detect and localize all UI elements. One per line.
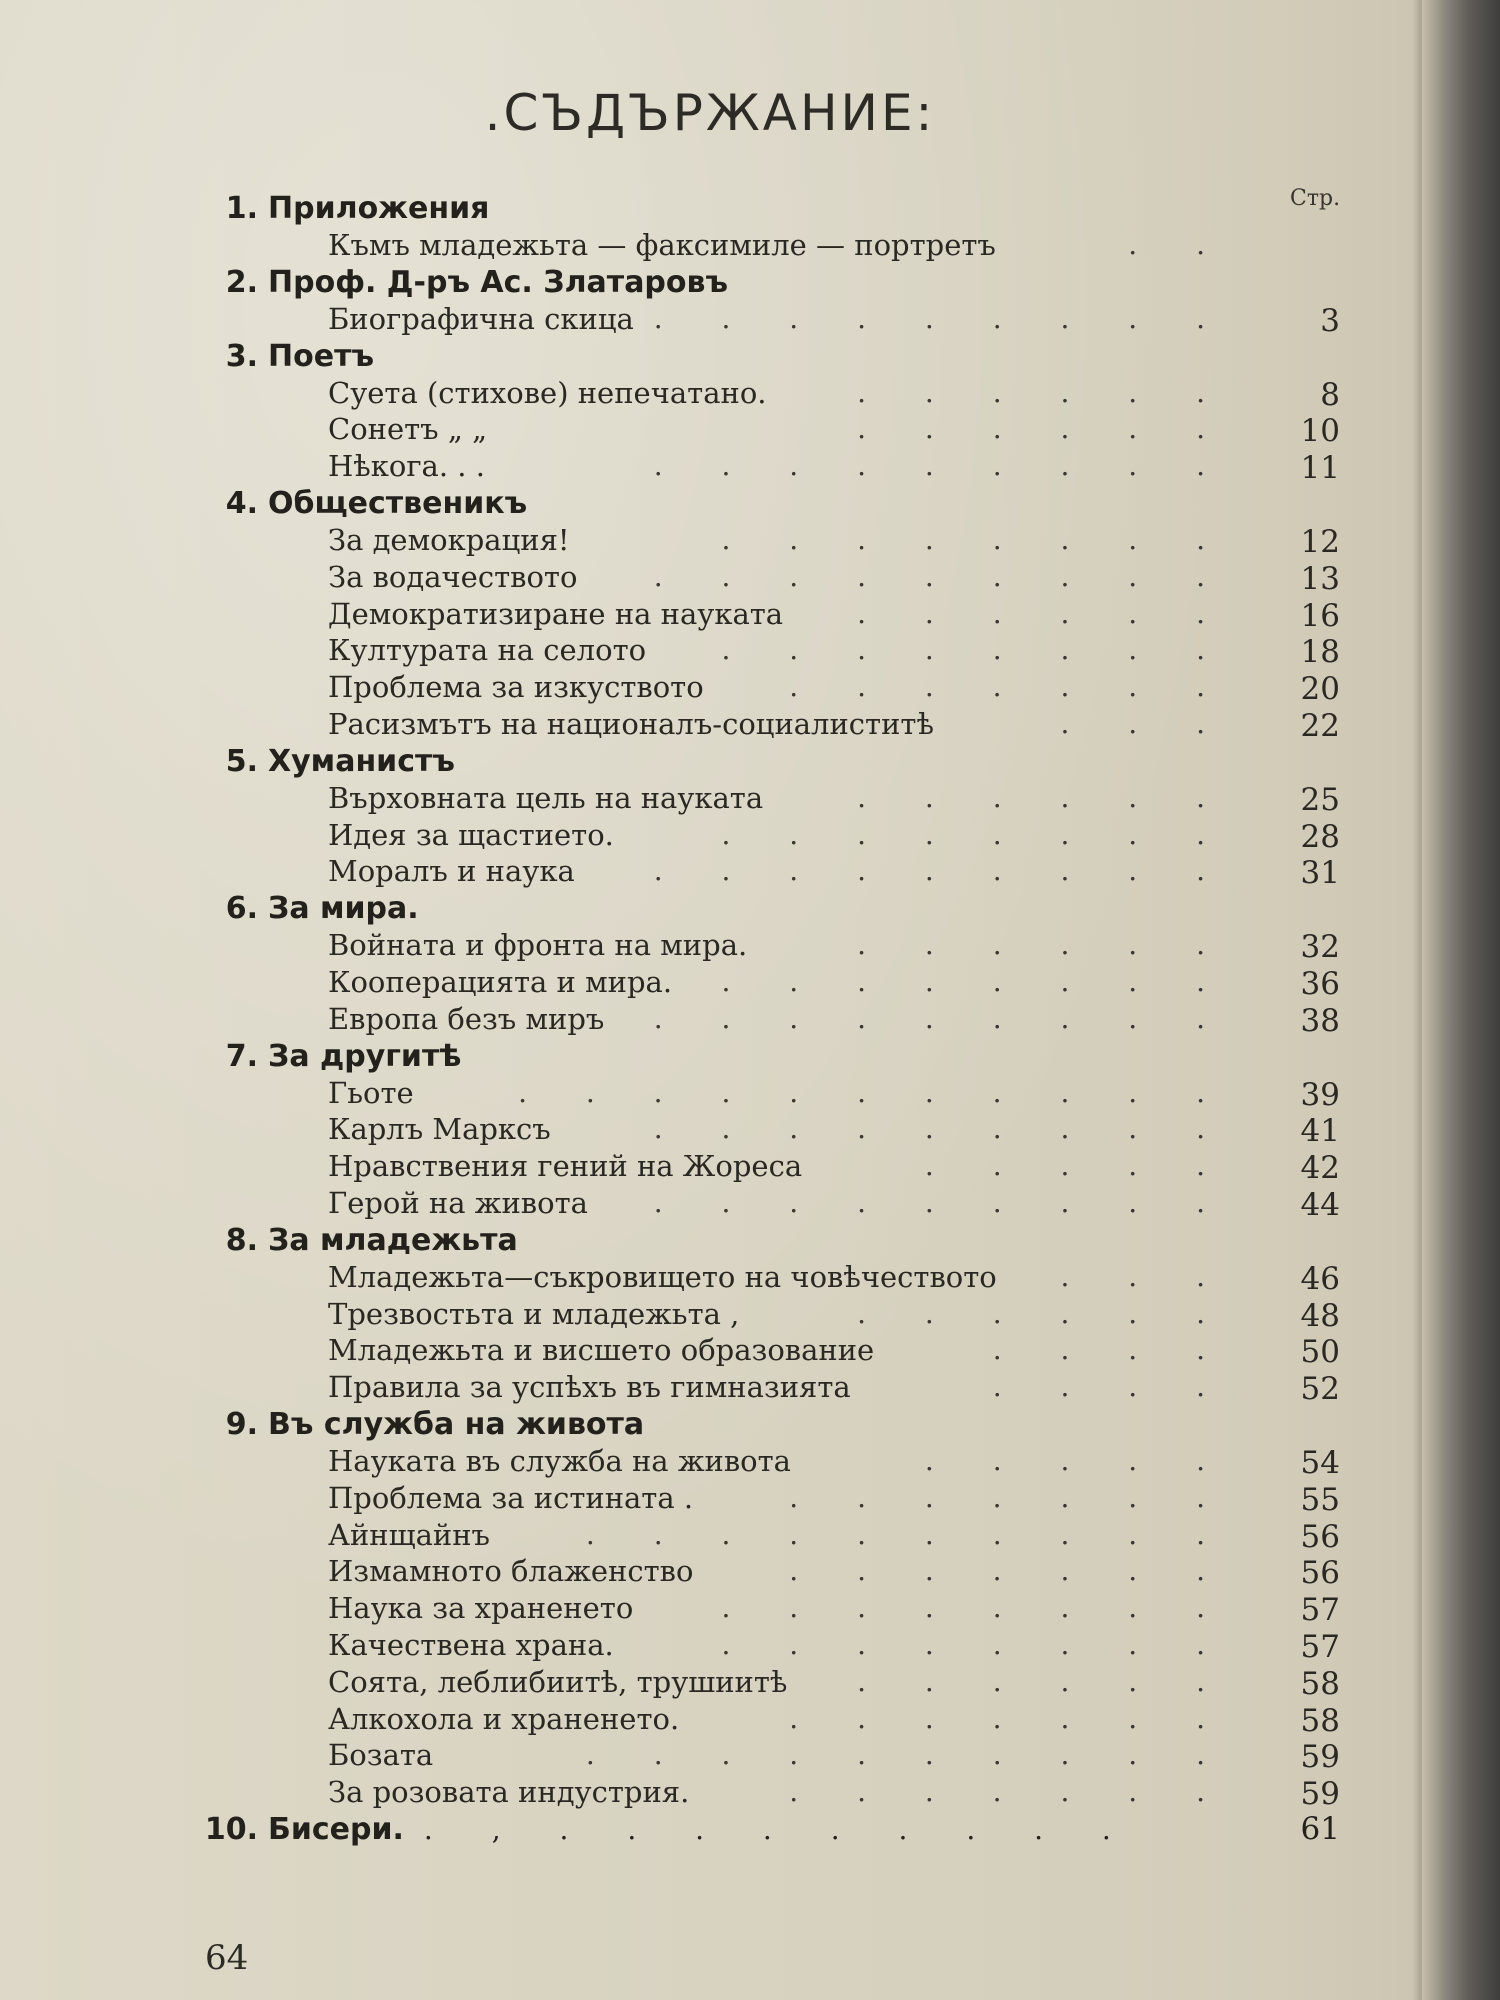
toc-entry xyxy=(200,1517,1350,1554)
toc-entry xyxy=(200,1148,1350,1185)
page-ref: 3 xyxy=(1320,302,1340,339)
toc-entry xyxy=(200,853,1350,890)
section-number: 7. xyxy=(225,1038,258,1074)
toc-section xyxy=(200,1811,1350,1848)
toc-entry xyxy=(200,596,1350,633)
page-ref: 56 xyxy=(1300,1518,1340,1555)
page-column-header: Стр. xyxy=(1290,186,1341,211)
toc-entry xyxy=(200,1774,1350,1811)
page-ref: 41 xyxy=(1300,1113,1340,1150)
toc-entry xyxy=(200,1001,1350,1038)
toc-entry xyxy=(200,780,1350,817)
toc-entry xyxy=(200,1664,1350,1701)
page-ref: 36 xyxy=(1300,965,1340,1002)
leader-dots: . . . . . . . . xyxy=(721,1627,1230,1661)
page-ref: 61 xyxy=(1300,1810,1340,1847)
page-ref: 46 xyxy=(1300,1260,1340,1297)
entry-title: Суета (стихове) непечатано. xyxy=(328,375,767,410)
leader-dots: . . . . . . . . xyxy=(721,522,1230,556)
entry-title: Нѣкога. . . xyxy=(328,449,485,484)
entry-title: Науката въ служба на живота xyxy=(328,1443,791,1478)
section-title: Хуманистъ xyxy=(268,743,455,779)
section-title: За мира. xyxy=(268,891,419,927)
toc-entry xyxy=(200,964,1350,1001)
toc-entry xyxy=(200,301,1350,338)
entry-title: Соята, леблибиитѣ, трушиитѣ xyxy=(328,1664,788,1699)
leader-dots: . . . . xyxy=(992,1370,1230,1404)
leader-dots: . . . . . . xyxy=(857,375,1230,409)
entry-title: Гьоте xyxy=(328,1075,414,1110)
leader-dots: . . . . . . xyxy=(857,928,1230,962)
entry-title: За демокрация! xyxy=(328,522,570,557)
toc-section xyxy=(200,264,1350,301)
entry-title: Измамното блаженство xyxy=(328,1554,694,1589)
entry-title: Правила за успѣхъ въ гимназията xyxy=(328,1370,851,1405)
toc-entry xyxy=(200,411,1350,448)
leader-dots: . , . . . . . . . . . xyxy=(423,1812,1136,1846)
page-ref: 58 xyxy=(1300,1702,1340,1739)
page-ref: 55 xyxy=(1300,1481,1340,1518)
entry-title: Алкохола и храненето. xyxy=(328,1701,680,1736)
entry-title: Сонетъ „ „ xyxy=(328,412,488,447)
leader-dots: . . . . . . xyxy=(857,1664,1230,1698)
page-ref: 54 xyxy=(1300,1444,1340,1481)
page-ref: 11 xyxy=(1300,450,1340,487)
toc-entry xyxy=(200,1590,1350,1627)
entry-title: Младежьта—съкровището на човѣчеството xyxy=(328,1259,997,1294)
entry-title: Проблема за изкуството xyxy=(328,670,704,705)
entry-title: Моралъ и наука xyxy=(328,854,575,889)
entry-title: Качествена храна. xyxy=(328,1627,614,1662)
page-ref: 32 xyxy=(1300,929,1340,966)
page-ref: 48 xyxy=(1300,1297,1340,1334)
section-number: 9. xyxy=(225,1406,258,1442)
leader-dots: . . . . . . . . . xyxy=(653,301,1230,335)
toc-entry xyxy=(200,1701,1350,1738)
leader-dots: . . . . . . . . . xyxy=(653,1185,1230,1219)
leader-dots: . . . . . . . . xyxy=(721,633,1230,667)
page-ref: 8 xyxy=(1320,376,1340,413)
footer-page-number: 64 xyxy=(205,1938,249,1978)
leader-dots: . . . . . . . . . . xyxy=(585,1738,1230,1772)
toc-entry xyxy=(200,448,1350,485)
leader-dots: . . . . . . . . xyxy=(721,964,1230,998)
section-number: 1. xyxy=(225,191,258,226)
toc-entry xyxy=(200,1185,1350,1222)
leader-dots: . . . . . . . . . xyxy=(653,1001,1230,1035)
toc-entry xyxy=(200,1627,1350,1664)
section-number: 3. xyxy=(225,338,258,374)
toc-section xyxy=(200,485,1350,522)
leader-dots: . . . . . . xyxy=(857,780,1230,814)
leader-dots: . . . . . . . . xyxy=(721,1591,1230,1625)
leader-dots: . . . . . . xyxy=(857,596,1230,630)
leader-dots: . . . . . . xyxy=(857,412,1230,446)
toc-section xyxy=(200,338,1350,375)
entry-title: За водачеството xyxy=(328,559,578,594)
section-title: Общественикъ xyxy=(268,485,528,521)
entry-title: Бозата xyxy=(328,1738,434,1773)
entry-title: Расизмътъ на националъ-социалиститѣ xyxy=(328,706,934,741)
toc-entry xyxy=(200,927,1350,964)
toc-entry xyxy=(200,817,1350,854)
entry-title: Демократизиране на науката xyxy=(328,596,784,631)
section-number: 5. xyxy=(225,743,258,779)
toc-entry xyxy=(200,632,1350,669)
toc-entry xyxy=(200,522,1350,559)
toc-entry xyxy=(200,1480,1350,1517)
leader-dots: . . . . . . . . . . . xyxy=(518,1075,1230,1109)
leader-dots: . . . . . . . . . xyxy=(653,449,1230,483)
section-number: 8. xyxy=(225,1222,258,1258)
page-ref: 58 xyxy=(1300,1665,1340,1702)
entry-title: Нравствения гений на Жореса xyxy=(328,1149,803,1184)
page-ref: 50 xyxy=(1300,1334,1340,1371)
toc-section xyxy=(200,1038,1350,1075)
section-title: За другитѣ xyxy=(268,1038,462,1074)
entry-title: Герой на живота xyxy=(328,1185,588,1220)
toc-entry xyxy=(200,559,1350,596)
section-number: 10. xyxy=(204,1811,258,1847)
page-ref: 13 xyxy=(1300,560,1340,597)
entry-title: Кооперацията и мира. xyxy=(328,964,673,999)
toc-entry xyxy=(200,1075,1350,1112)
toc-entry xyxy=(200,1259,1350,1296)
entry-title: Културата на селото xyxy=(328,633,647,668)
page-edge-shadow xyxy=(1412,0,1422,2000)
entry-title: За розовата индустрия. xyxy=(328,1775,690,1810)
leader-dots: . . . . . . . xyxy=(789,1701,1230,1735)
toc-entry xyxy=(200,227,1350,264)
leader-dots: . . . . . . . . . xyxy=(653,1112,1230,1146)
entry-title: Идея за щастието. xyxy=(328,817,614,852)
page-edge xyxy=(1422,0,1500,2000)
section-title: Въ служба на живота xyxy=(268,1406,645,1442)
page-ref: 57 xyxy=(1300,1592,1340,1629)
page-ref: 59 xyxy=(1300,1739,1340,1776)
page-ref: 10 xyxy=(1300,413,1340,450)
leader-dots: . . xyxy=(1128,228,1230,261)
section-title: Поетъ xyxy=(268,338,374,374)
page-ref: 22 xyxy=(1300,707,1340,744)
leader-dots: . . . . . . . . . . xyxy=(585,1517,1230,1551)
toc-entry xyxy=(200,375,1350,412)
page-ref: 25 xyxy=(1300,781,1340,818)
leader-dots: . . . xyxy=(1060,706,1230,740)
leader-dots: . . . . . . . . . xyxy=(653,854,1230,888)
toc-entry xyxy=(200,1737,1350,1774)
leader-dots: . . . . . . . xyxy=(789,1554,1230,1588)
toc-entry xyxy=(200,1443,1350,1480)
toc-entry xyxy=(200,706,1350,743)
page-ref: 16 xyxy=(1300,597,1340,634)
entry-title: Върховната цель на науката xyxy=(328,780,764,815)
page-ref: 39 xyxy=(1300,1076,1340,1113)
table-of-contents xyxy=(200,190,1350,1848)
entry-title: Биографична скица xyxy=(328,301,634,336)
page-ref: 44 xyxy=(1300,1186,1340,1223)
toc-entry xyxy=(200,1369,1350,1406)
leader-dots: . . . . . . . xyxy=(789,1480,1230,1514)
entry-title: Наука за храненето xyxy=(328,1591,634,1626)
toc-entry xyxy=(200,1296,1350,1333)
leader-dots: . . . . . xyxy=(924,1149,1230,1183)
toc-section xyxy=(200,1222,1350,1259)
leader-dots: . . . . . . . . xyxy=(721,817,1230,851)
leader-dots: . . . . . . xyxy=(857,1296,1230,1330)
page-ref: 20 xyxy=(1300,671,1340,708)
entry-title: Проблема за истината . xyxy=(328,1480,694,1515)
page-ref: 56 xyxy=(1300,1555,1340,1592)
toc-entry xyxy=(200,669,1350,706)
toc-section xyxy=(200,1406,1350,1443)
leader-dots: . . . . . . . xyxy=(789,670,1230,704)
page-ref: 28 xyxy=(1300,818,1340,855)
section-title: За младежьта xyxy=(268,1222,518,1258)
leader-dots: . . . . . . . . . xyxy=(653,559,1230,593)
section-number: 4. xyxy=(225,485,258,521)
section-title: Проф. Д-ръ Ас. Златаровъ xyxy=(268,264,729,300)
page-ref: 12 xyxy=(1300,523,1340,560)
page-ref: 59 xyxy=(1300,1776,1340,1813)
page-ref: 38 xyxy=(1300,1002,1340,1039)
section-number: 6. xyxy=(225,891,258,927)
leader-dots: . . . . xyxy=(992,1333,1230,1367)
leader-dots: . . . . . . . xyxy=(789,1775,1230,1809)
entry-title: Карлъ Марксъ xyxy=(328,1112,551,1147)
page-title: .СЪДЪРЖАНИЕ: xyxy=(484,84,936,142)
leader-dots: . . . xyxy=(1060,1259,1230,1293)
entry-title: Войната и фронта на мира. xyxy=(328,928,748,963)
page-ref: 57 xyxy=(1300,1628,1340,1665)
toc-section xyxy=(200,190,1350,227)
section-title: Бисери. xyxy=(268,1811,404,1847)
toc-entry xyxy=(200,1553,1350,1590)
entry-title: Трезвостьта и младежьта , xyxy=(328,1296,740,1331)
page-ref: 31 xyxy=(1300,855,1340,892)
toc-entry xyxy=(200,1332,1350,1369)
toc-section xyxy=(200,890,1350,927)
entry-title: Европа безъ миръ xyxy=(328,1001,605,1036)
entry-title: Младежьта и висшето образование xyxy=(328,1333,875,1368)
toc-entry xyxy=(200,1111,1350,1148)
entry-title: Къмъ младежьта — факсимиле — портретъ xyxy=(328,228,996,262)
page-ref: 52 xyxy=(1300,1371,1340,1408)
entry-title: Айнщайнъ xyxy=(328,1517,490,1552)
leader-dots: . . . . . xyxy=(924,1443,1230,1477)
page-ref: 18 xyxy=(1300,634,1340,671)
page-ref: 42 xyxy=(1300,1150,1340,1187)
section-title: Приложения xyxy=(268,191,490,226)
toc-section xyxy=(200,743,1350,780)
section-number: 2. xyxy=(225,264,258,300)
